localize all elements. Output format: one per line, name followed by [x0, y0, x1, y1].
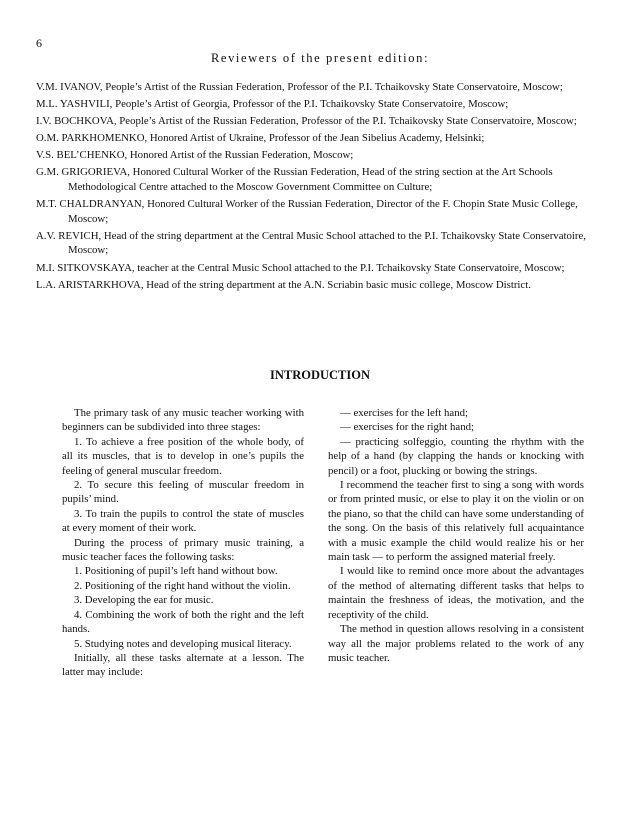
reviewer-entry: M.L. YASHVILI, People’s Artist of Georgia, Professor of the P.I. Tchaikovsky State Conservatoire, Moscow; [36, 98, 509, 111]
reviewers-heading: Reviewers of the present edition: [210, 51, 430, 65]
reviewers-list [36, 80, 602, 295]
paragraph: I would like to remind once more about the advantages of the method of alternating different tasks that helps to maintain the freshness of ideas, the motivation, and the receptivity of the child. [328, 565, 584, 621]
reviewer-entry: M.T. CHALDRANYAN, Honored Cultural Worker of the Russian Federation, Director of the F. Chopin State Music College, Moscow; [36, 198, 578, 225]
paragraph: — practicing solfeggio, counting the rhythm with the help of a hand (by clapping the hands or knocking with pencil) or a foot, plucking or bowing the strings. [328, 435, 584, 477]
paragraph: 3. To train the pupils to control the state of muscles at every moment of their work. [62, 507, 304, 535]
paragraph: 3. Developing the ear for music. [74, 594, 214, 607]
page-number: 6 [36, 36, 42, 50]
paragraph: 5. Studying notes and developing musical literacy. [74, 637, 292, 650]
reviewer-entry: I.V. BOCHKOVA, People’s Artist of the Russian Federation, Professor of the P.I. Tchaikovsky State Conservatoire, Moscow; [36, 115, 577, 128]
paragraph: The primary task of any music teacher working with beginners can be subdivided into three stages: [62, 407, 304, 434]
reviewer-entry: M.I. SITKOVSKAYA, teacher at the Central Music School attached to the P.I. Tchaikovsky State Conservatoire, Moscow; [36, 261, 565, 274]
reviewer-entry: L.A. ARISTARKHOVA, Head of the string department at the A.N. Scriabin basic music college, Moscow District. [36, 278, 531, 291]
introduction-left-column [62, 406, 304, 680]
paragraph: The method in question allows resolving in a consistent way all the major problems related to the work of any music teacher. [328, 623, 584, 664]
reviewer-entry: V.M. IVANOV, People’s Artist of the Russian Federation, Professor of the P.I. Tchaikovsky State Conservatoire, Moscow; [36, 81, 563, 93]
paragraph: — exercises for the left hand; [340, 407, 469, 419]
paragraph: 1. To achieve a free position of the whole body, of all its muscles, that is to develop in one’s pupils the feeling of general muscular freedom. [62, 435, 304, 477]
paragraph: 1. Positioning of pupil’s left hand without bow. [74, 565, 278, 578]
reviewer-entry: A.V. REVICH, Head of the string department at the Central Music School attached to the P.I. Tchaikovsky State Conservatoire, Moscow; [36, 229, 586, 257]
paragraph: 4. Combining the work of both the right and the left hands. [62, 608, 304, 636]
paragraph: Initially, all these tasks alternate at a lesson. The latter may include: [62, 651, 304, 679]
paragraph: I recommend the teacher first to sing a song with words or from printed music, or else to play it on the violin or on the piano, so that the child can have some understanding of the song. On the basis of this relatively full acquaintance with a music example the child would realize his or her main task — to perform the assigned material freely. [328, 479, 584, 564]
paragraph: During the process of primary music training, a music teacher faces the following tasks: [62, 536, 304, 564]
reviewer-entry: G.M. GRIGORIEVA, Honored Cultural Worker of the Russian Federation, Head of the string section at the Art Schools Methodological Centre attached to the Moscow Government Committee on Culture; [36, 166, 553, 194]
reviewer-entry: O.M. PARKHOMENKO, Honored Artist of Ukraine, Professor of the Jean Sibelius Academy, Helsinki; [36, 132, 485, 145]
paragraph: 2. Positioning of the right hand without the violin. [74, 579, 291, 592]
paragraph: 2. To secure this feeling of muscular freedom in pupils’ mind. [62, 479, 304, 506]
reviewer-entry: V.S. BEL’CHENKO, Honored Artist of the Russian Federation, Moscow; [36, 149, 354, 162]
paragraph: — exercises for the right hand; [340, 421, 475, 434]
introduction-heading: INTRODUCTION [269, 368, 370, 382]
introduction-right-column [328, 406, 584, 665]
